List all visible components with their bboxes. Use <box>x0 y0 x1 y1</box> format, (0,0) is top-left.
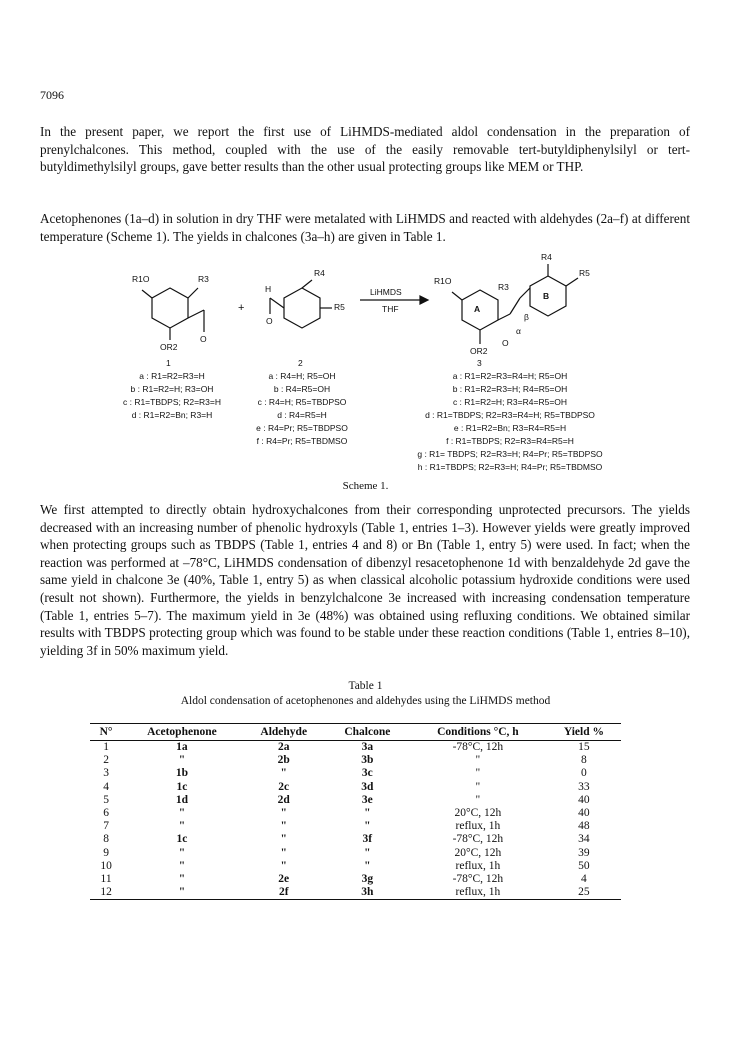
header-cell: Conditions °C, h <box>409 724 547 741</box>
table-cell: 3g <box>361 873 374 886</box>
table-row <box>90 820 621 833</box>
table-row <box>90 873 621 886</box>
compound-1-or2: OR2 <box>160 342 178 352</box>
table-cell: reflux, 1h <box>409 886 547 900</box>
table-cell: " <box>280 807 287 820</box>
list-item: f : R4=Pr; R5=TBDMSO <box>256 436 348 446</box>
table-cell: 20°C, 12h <box>454 846 502 859</box>
table-row <box>90 754 621 767</box>
compound-3-or2: OR2 <box>470 346 488 356</box>
table-cell: 4 <box>581 873 587 886</box>
list-item: a : R4=H; R5=OH <box>268 371 336 381</box>
table-row <box>90 886 621 900</box>
header-cell: Yield % <box>547 724 621 741</box>
table-cell: 1c <box>176 780 188 793</box>
table-cell: 3b <box>361 754 374 767</box>
table-cell: " <box>178 859 186 872</box>
table-cell: " <box>178 846 186 859</box>
compound-2-h: H <box>265 284 272 294</box>
compound-2-r4: R4 <box>314 268 325 278</box>
list-item: d : R1=TBDPS; R2=R3=R4=H; R5=TBDPSO <box>425 410 595 420</box>
list-item: e : R1=R2=Bn; R3=R4=R5=H <box>453 423 567 433</box>
compound-3-r3: R3 <box>498 282 509 292</box>
table-cell: 1d <box>175 793 188 806</box>
table-cell: 39 <box>578 846 590 859</box>
table-cell: 3h <box>326 886 409 900</box>
table-cell: 1c <box>176 833 188 846</box>
table-cell: 6 <box>103 807 109 820</box>
table-cell: " <box>178 754 186 767</box>
reaction-arrow <box>360 296 428 304</box>
table-cell: reflux, 1h <box>455 820 501 833</box>
compound-3-r4: R4 <box>541 252 552 262</box>
compound-2-o: O <box>266 316 273 326</box>
table-title: Aldol condensation of acetophenones and aldehydes using the LiHMDS method <box>180 695 551 707</box>
compound-2-ring <box>270 280 332 328</box>
table-cell: 2c <box>278 780 290 793</box>
scheme-1 <box>0 252 731 492</box>
table-row <box>90 767 621 780</box>
table-cell: " <box>475 767 481 780</box>
table-cell: " <box>280 833 287 846</box>
table-label: Table 1 <box>348 680 383 692</box>
table-row <box>90 781 621 794</box>
table-cell: 3 <box>103 767 109 780</box>
table-cell: 25 <box>547 886 621 900</box>
beta-label: β <box>524 312 529 322</box>
table-cell: " <box>178 820 186 833</box>
table-cell: 3f <box>362 833 373 846</box>
method-paragraph: Acetophenones (1a–d) in solution in dry THF were metalated with LiHMDS and reacted with aldehydes (2a–f) at different temperature (Scheme 1). The yields in chalcones (3a–h) are given in Table 1. <box>40 211 690 244</box>
compound-3-rings <box>452 264 578 344</box>
table-cell: 2b <box>277 754 290 767</box>
table-cell: 48 <box>578 820 590 833</box>
compound-2-label: 2 <box>298 358 303 368</box>
table-cell: " <box>280 846 287 859</box>
table-cell: 4 <box>103 780 109 793</box>
table-cell: 2e <box>278 873 290 886</box>
table-cell: 0 <box>581 767 587 780</box>
table-cell: 7 <box>103 820 109 833</box>
table-row <box>90 807 621 820</box>
list-item: d : R1=R2=Bn; R3=H <box>131 410 213 420</box>
table-row <box>90 860 621 873</box>
table-header-row <box>90 724 621 741</box>
list-item: c : R1=R2=H; R3=R4=R5=OH <box>452 397 568 407</box>
table-cell: " <box>364 807 371 820</box>
list-item: b : R1=R2=R3=H; R4=R5=OH <box>452 384 568 394</box>
table-cell: 40 <box>578 793 590 806</box>
list-item: c : R4=H; R5=TBDPSO <box>257 397 347 407</box>
compound-3-label: 3 <box>477 358 482 368</box>
ring-b-label: B <box>543 291 550 301</box>
compound-3-r1o: R1O <box>434 276 452 286</box>
header-cell: Acetophenone <box>122 724 242 741</box>
table-cell: " <box>178 873 186 886</box>
table-cell: " <box>475 754 481 767</box>
substituent-list-3 <box>390 370 630 474</box>
substituent-list-2 <box>222 370 382 448</box>
list-item: b : R1=R2=H; R3=OH <box>130 384 214 394</box>
table-cell: 34 <box>578 833 590 846</box>
scheme-caption: Scheme 1. <box>342 480 389 492</box>
results-paragraph: We first attempted to directly obtain hydroxychalcones from their corresponding unprotected precursors. The yields decreased with an increasing number of phenolic hydroxyls (Table 1, entries 1–3). However yields were greatly improved when protecting groups such as TBDPS (Table 1, entries 4 and 8) or Bn (Table 1, entry 5) were used. In fact; when the reaction was performed at –78°C, LiHMDS condensation of dibenzyl resacetophenone 1d with benzaldehyde 2d gave the same yield in chalcone 3e (40%, Table 1, entry 5) as when classical alcoholic potassium hydroxide conditions were used (result not shown). Furthermore, the yields in benzylchalcone 3e increased with increasing condensation temperature (Table 1, entries 5–7). The maximum yield in 3e (48%) was obtained using refluxing conditions. We obtained similar results with TBDPS protecting group which was found to be stable under these reaction conditions (Table 1, entries 8–10), yielding 3f in 50% maximum yield. <box>40 502 690 658</box>
table-cell: -78°C, 12h <box>452 833 504 846</box>
ring-a-label: A <box>474 304 481 314</box>
table-cell: " <box>364 820 371 833</box>
compound-1-ring <box>142 288 204 340</box>
table-cell: 50 <box>578 859 590 872</box>
table-cell: 3e <box>361 793 373 806</box>
compound-1-r1o: R1O <box>132 274 150 284</box>
table-cell: " <box>364 846 371 859</box>
table-cell: 1b <box>175 767 188 780</box>
scheme-structures <box>0 258 731 378</box>
table-cell: 2d <box>277 793 290 806</box>
table-row <box>90 794 621 807</box>
table-cell: 1a <box>176 741 188 753</box>
table-cell: 33 <box>578 780 590 793</box>
table-cell: 2 <box>103 754 109 767</box>
table-cell: 12 <box>90 886 122 900</box>
table-cell: -78°C, 12h <box>452 741 504 753</box>
compound-3-o: O <box>502 338 509 348</box>
table-cell: 3a <box>361 741 374 753</box>
page-number: 7096 <box>40 88 64 102</box>
table-cell: 3c <box>361 767 373 780</box>
table-cell: 8 <box>581 754 587 767</box>
results-table <box>90 723 621 900</box>
reagent-thf: THF <box>382 304 399 314</box>
table-cell: " <box>364 859 371 872</box>
table-cell: -78°C, 12h <box>452 873 504 886</box>
intro-paragraph: In the present paper, we report the first use of LiHMDS-mediated aldol condensation in the preparation of prenylchalcones. This method, coupled with the use of the easily removable tert-butyldiphenylsilyl or tert-butyldimethylsilyl groups, gave better results than the other usual protecting groups like MEM or THP. <box>40 124 690 175</box>
table-cell: reflux, 1h <box>455 859 501 872</box>
table-row <box>90 833 621 846</box>
table-cell: 8 <box>103 833 109 846</box>
table-cell: " <box>280 767 287 780</box>
list-item: c : R1=TBDPS; R2=R3=H <box>122 397 222 407</box>
table-cell: 10 <box>100 859 112 872</box>
table-cell: 20°C, 12h <box>454 807 502 820</box>
list-item: b : R4=R5=OH <box>273 384 331 394</box>
table-cell: " <box>280 859 287 872</box>
header-cell: N° <box>90 724 122 741</box>
table-cell: 9 <box>103 846 109 859</box>
list-item: d : R4=R5=H <box>277 410 327 420</box>
table-cell: 3d <box>361 780 374 793</box>
compound-3-r5: R5 <box>579 268 590 278</box>
plus-sign: + <box>238 302 245 314</box>
header-cell: Aldehyde <box>242 724 326 741</box>
table-cell: 15 <box>578 741 590 753</box>
table-cell: " <box>280 820 287 833</box>
alpha-label: α <box>516 326 521 336</box>
reagent-lihmds: LiHMDS <box>370 287 402 297</box>
list-item: g : R1= TBDPS; R2=R3=H; R4=Pr; R5=TBDPSO <box>417 449 603 459</box>
header-cell: Chalcone <box>326 724 409 741</box>
table-row <box>90 741 621 755</box>
table-cell: 2a <box>277 741 290 753</box>
compound-1-r3: R3 <box>198 274 209 284</box>
table-cell: 2f <box>242 886 326 900</box>
table-cell: " <box>178 807 186 820</box>
list-item: a : R1=R2=R3=R4=H; R5=OH <box>452 371 568 381</box>
table-row <box>90 847 621 860</box>
compound-2-r5: R5 <box>334 302 345 312</box>
table-cell: " <box>122 886 242 900</box>
list-item: a : R1=R2=R3=H <box>139 371 205 381</box>
table-cell: 5 <box>103 793 109 806</box>
table-cell: 11 <box>100 873 112 886</box>
list-item: e : R4=Pr; R5=TBDPSO <box>256 423 348 433</box>
table-cell: 1 <box>103 741 109 753</box>
table-body <box>90 741 621 900</box>
list-item: f : R1=TBDPS; R2=R3=R4=R5=H <box>446 436 574 446</box>
list-item: h : R1=TBDPS; R2=R3=H; R4=Pr; R5=TBDMSO <box>417 462 603 472</box>
table-cell: " <box>475 780 481 793</box>
compound-1-label: 1 <box>166 358 171 368</box>
table-cell: 40 <box>578 807 590 820</box>
compound-1-o: O <box>200 334 207 344</box>
table-cell: " <box>475 793 481 806</box>
